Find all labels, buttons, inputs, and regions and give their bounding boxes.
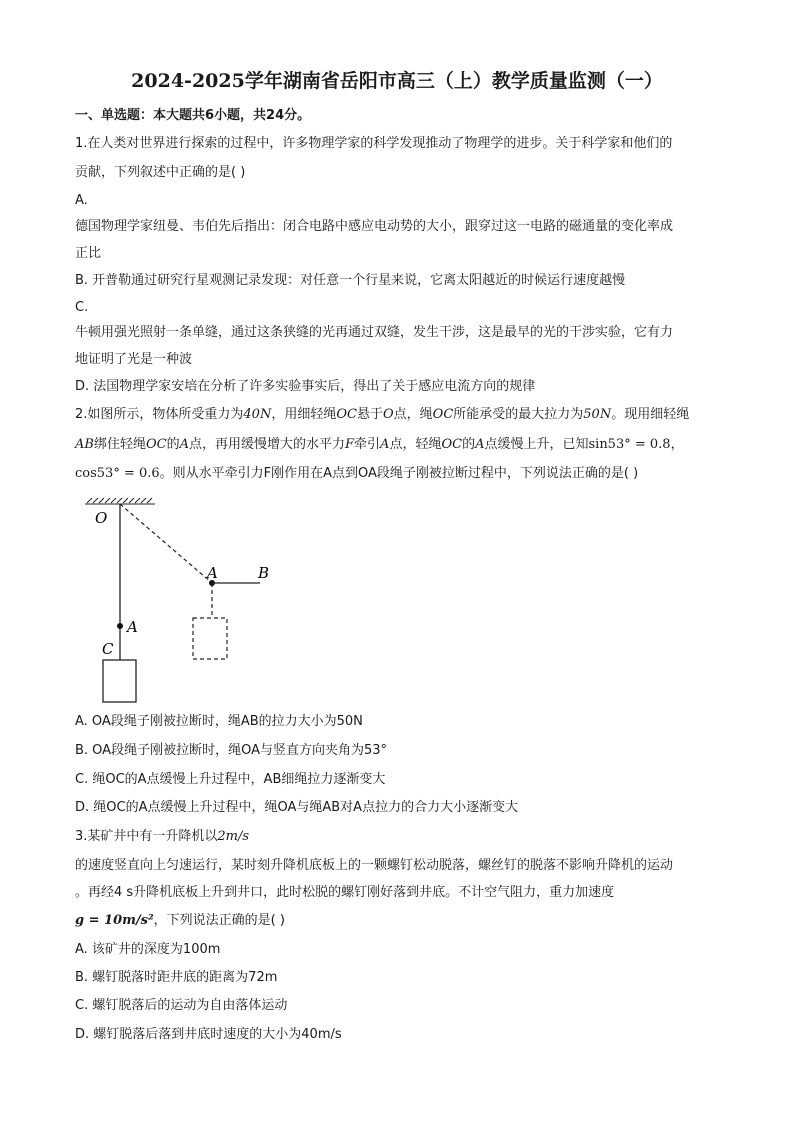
block-dashed [193,618,227,659]
block-c [103,660,136,702]
q3-stem-line1: 3.某矿井中有一升降机以2m/s [75,829,250,844]
q1-option-c-line1: 牛顿用强光照射一条单缝，通过这条狭缝的光再通过双缝，发生干涉，这是最早的光的干涉实验，它有力 [75,325,674,340]
q1-option-d: D. 法国物理学家安培在分析了许多实验事实后，得出了关于感应电流方向的规律 [75,379,536,394]
q1-option-a-line1: 德国物理学家纽曼、韦伯先后指出：闭合电路中感应电动势的大小，跟穿过这一电路的磁通量的变化率成 [75,219,674,234]
label-a-upper: A [207,564,218,582]
q2-stem-line1: 2.如图所示，物体所受重力为40N，用细轻绳OC悬于O点，绳OC所能承受的最大拉力为50N。现用细轻绳 [75,407,690,422]
ceiling-hatch [85,498,155,504]
q3-stem-line3: 。再经4 s升降机底板上升到井口，此时松脱的螺钉刚好落到井底。不计空气阻力，重力加速度 [75,885,615,900]
q1-option-c-label: C. [75,300,89,315]
q1-stem-line1: 1.在人类对世界进行探索的过程中，许多物理学家的科学发现推动了物理学的进步。关于科学家和他们的 [75,136,673,151]
q2-option-c: C. 绳OC的A点缓慢上升过程中，AB细绳拉力逐渐变大 [75,772,386,787]
q3-stem-line4: g = 10m/s²，下列说法正确的是( ) [75,913,285,928]
q3-stem-line2: 的速度竖直向上匀速运行，某时刻升降机底板上的一颗螺钉松动脱落，螺丝钉的脱落不影响升降机的运动 [75,858,674,873]
q1-option-a-label: A. [75,193,88,208]
q1-option-a-line2: 正比 [75,246,102,261]
label-c: C [102,640,114,658]
q2-stem-line2: AB绑住轻绳OC的A点，再用缓慢增大的水平力F牵引A点，轻绳OC的A点缓慢上升，已知sin53° = 0.8， [75,437,684,452]
q1-stem-line2: 贡献，下列叙述中正确的是( ) [75,165,246,180]
section-heading: 一、单选题：本大题共6小题，共24分。 [75,108,311,123]
label-a-lower: A [127,618,138,636]
label-b: B [258,564,270,582]
q2-option-b: B. OA段绳子刚被拉断时，绳OA与竖直方向夹角为53° [75,743,388,758]
page-title: 2024-2025学年湖南省岳阳市高三（上）教学质量监测（一） [131,70,663,92]
q2-figure [75,492,285,710]
q2-stem-line3: cos53° = 0.6。则从水平牵引力F刚作用在A点到OA段绳子刚被拉断过程中，下列说法正确的是( ) [75,466,639,481]
q3-option-d: D. 螺钉脱落后落到井底时速度的大小为40m/s [75,1027,342,1042]
point-a-lower [117,623,123,629]
q2-option-d: D. 绳OC的A点缓慢上升过程中，绳OA与绳AB对A点拉力的合力大小逐渐变大 [75,800,519,815]
q2-option-a: A. OA段绳子刚被拉断时，绳AB的拉力大小为50N [75,714,363,729]
q1-option-b: B. 开普勒通过研究行星观测记录发现：对任意一个行星来说，它离太阳越近的时候运行速度越慢 [75,273,626,288]
label-o: O [95,509,108,527]
q1-option-c-line2: 地证明了光是一种波 [75,352,193,367]
q3-option-a: A. 该矿井的深度为100m [75,942,221,957]
q3-option-c: C. 螺钉脱落后的运动为自由落体运动 [75,998,288,1013]
rope-oa-dashed [120,504,212,583]
q3-option-b: B. 螺钉脱落时距井底的距离为72m [75,970,278,985]
